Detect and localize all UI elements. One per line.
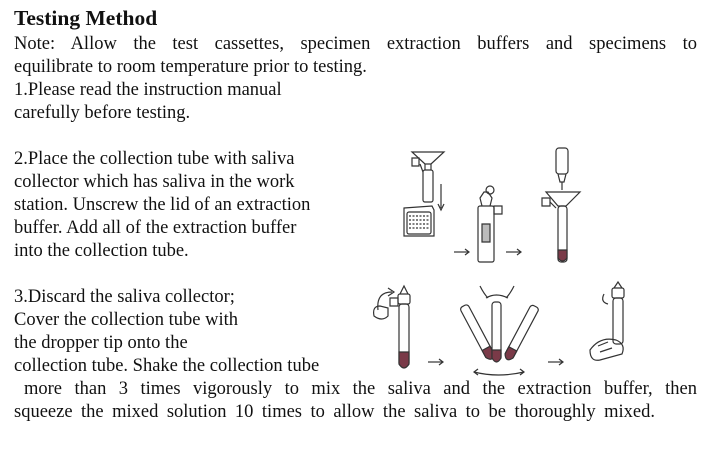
step3-line-1: 3.Discard the saliva collector; bbox=[14, 287, 235, 307]
step2-line-2: collector which has saliva in the work bbox=[14, 172, 295, 192]
step2-line-4: buffer. Add all of the extraction buffer bbox=[14, 218, 297, 238]
step2-line-3: station. Unscrew the lid of an extraction bbox=[14, 195, 311, 215]
note-line-1: Note: Allow the test cassettes, specimen extraction buffers and specimens to bbox=[14, 34, 697, 54]
rotate-arrow-icon bbox=[378, 288, 394, 310]
step3-line-3: the dropper tip onto the bbox=[14, 333, 188, 353]
step1-line-1: 1.Please read the instruction manual bbox=[14, 80, 282, 100]
hand-icon bbox=[374, 306, 388, 319]
collection-tube-icon bbox=[412, 158, 433, 202]
section-title: Testing Method bbox=[14, 6, 158, 30]
step1-line-2: carefully before testing. bbox=[14, 103, 191, 123]
buffer-bottle-pouring-icon bbox=[556, 148, 568, 190]
step3-line-5: more than 3 times vigorously to mix the saliva and the extraction buffer, then bbox=[24, 379, 697, 399]
funnel-icon bbox=[412, 152, 444, 170]
right-arrow-icon bbox=[428, 359, 443, 365]
shaking-tube-icon bbox=[460, 286, 540, 362]
down-arrow-icon bbox=[438, 184, 444, 210]
dropper-tube-icon bbox=[390, 286, 410, 368]
right-arrow-icon bbox=[548, 359, 563, 365]
step3-illustration bbox=[368, 280, 658, 378]
step2-illustration bbox=[398, 140, 598, 266]
step3-line-2: Cover the collection tube with bbox=[14, 310, 238, 330]
squeeze-hand-icon bbox=[590, 282, 624, 360]
collection-tube-icon bbox=[542, 198, 567, 262]
step2-line-5: into the collection tube. bbox=[14, 241, 189, 261]
extraction-buffer-icon bbox=[478, 186, 502, 262]
step2-line-1: 2.Place the collection tube with saliva bbox=[14, 149, 295, 169]
shake-arrow-icon bbox=[474, 369, 524, 375]
tube-rack-icon bbox=[404, 206, 434, 236]
step3-line-6: squeeze the mixed solution 10 times to allow the saliva to be thoroughly mixed. bbox=[14, 402, 655, 422]
right-arrow-icon bbox=[506, 249, 521, 255]
note-line-2: equilibrate to room temperature prior to testing. bbox=[14, 57, 367, 77]
right-arrow-icon bbox=[454, 249, 469, 255]
step3-line-4: collection tube. Shake the collection tube bbox=[14, 356, 320, 376]
